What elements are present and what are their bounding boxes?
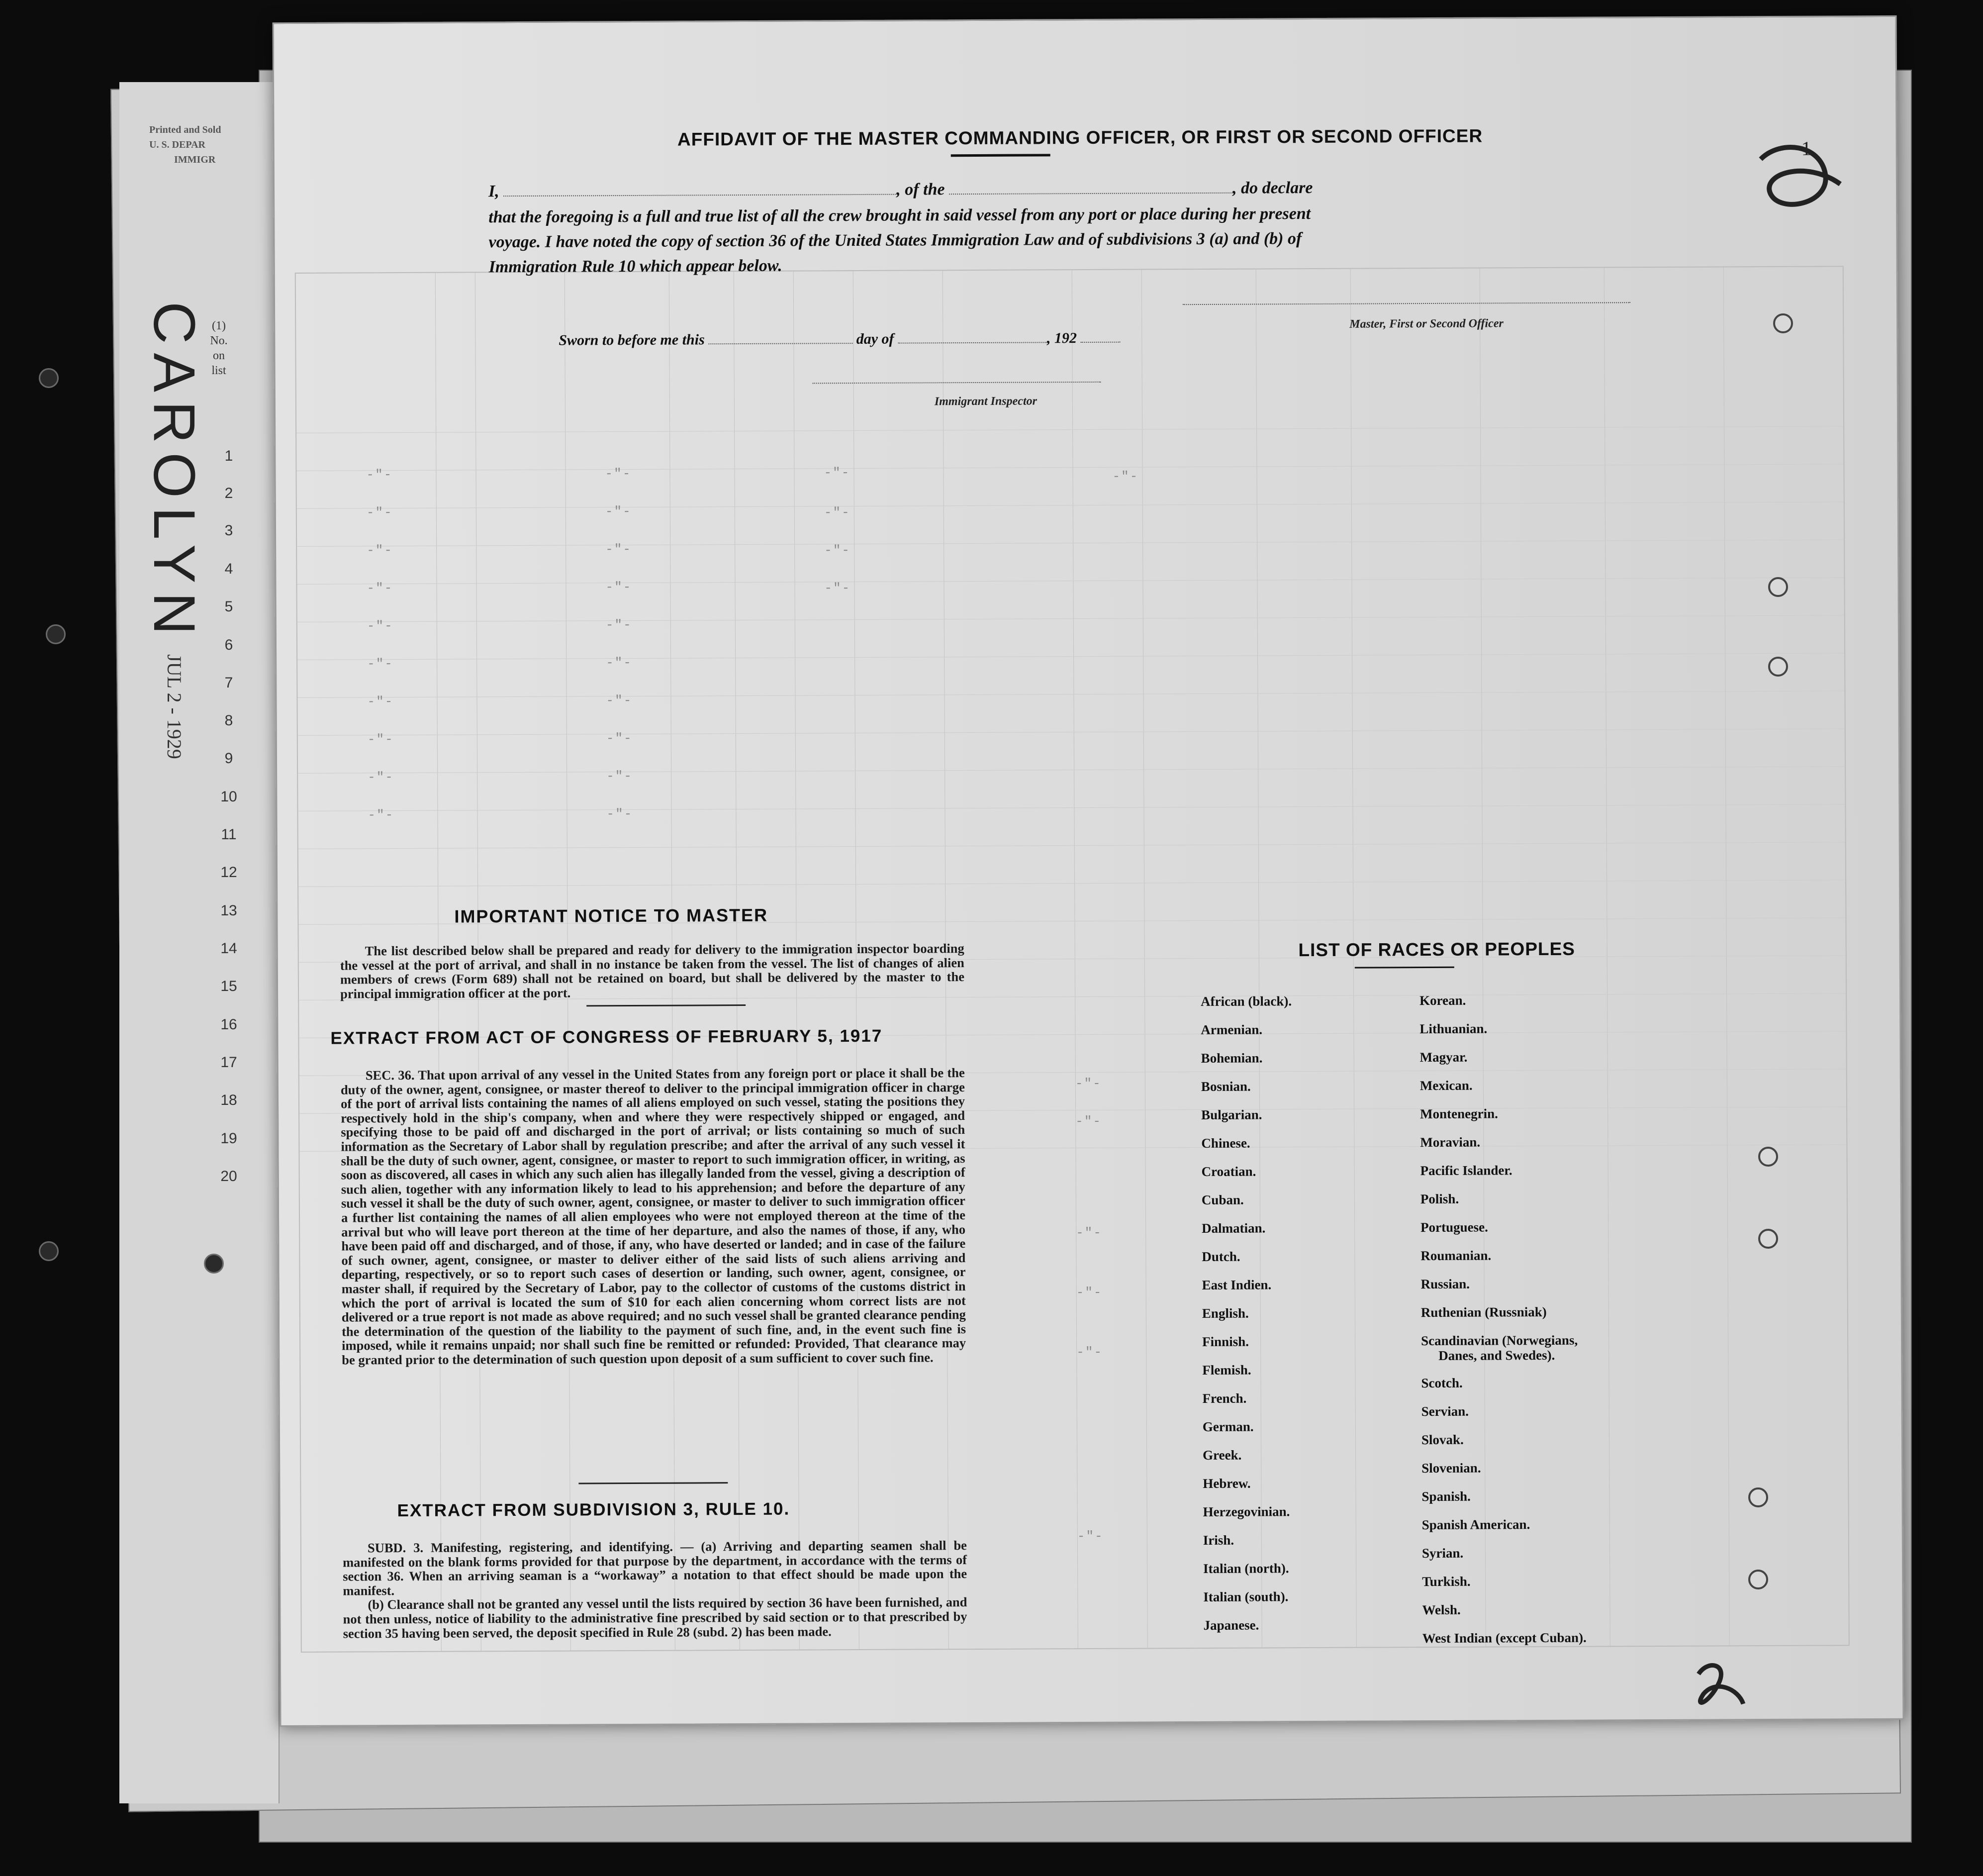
binder-hole-icon — [46, 624, 66, 644]
of-the-label: , of the — [896, 180, 945, 199]
race-item: Chinese. — [1201, 1135, 1250, 1151]
sworn-year-field[interactable] — [1080, 329, 1120, 343]
race-item: West Indian (except Cuban). — [1422, 1630, 1587, 1646]
race-item: Dutch. — [1202, 1249, 1240, 1265]
line-number: 3 — [224, 522, 233, 539]
race-item: Irish. — [1203, 1532, 1234, 1548]
race-item: Armenian. — [1201, 1022, 1263, 1038]
line-number-header — [199, 318, 239, 378]
bureau-imprint: IMMIGR — [174, 154, 216, 165]
line-number: 8 — [224, 712, 233, 729]
vessel-name-field[interactable] — [949, 180, 1232, 195]
binder-hole-icon — [1748, 1487, 1768, 1507]
handwritten-mark-icon — [1689, 1659, 1763, 1714]
line-number: 13 — [220, 902, 237, 919]
binder-hole-icon — [1758, 1229, 1778, 1249]
race-item: Bulgarian. — [1201, 1107, 1262, 1123]
line-number: 19 — [220, 1130, 237, 1147]
line-number: 6 — [224, 637, 233, 653]
affidavit-page — [273, 15, 1904, 1727]
rule-text — [343, 1538, 967, 1641]
race-item: English. — [1202, 1305, 1249, 1321]
race-item: Mexican. — [1419, 1078, 1473, 1093]
race-item: Slovenian. — [1421, 1460, 1481, 1476]
vessel-name: CAROLYN — [141, 301, 207, 644]
race-item: Danes, and Swedes). — [1438, 1347, 1555, 1363]
race-item: Pacific Islander. — [1420, 1163, 1512, 1179]
race-item: African (black). — [1201, 993, 1292, 1009]
act-text — [341, 1066, 966, 1367]
race-item: Magyar. — [1419, 1049, 1468, 1065]
race-item: East Indien. — [1202, 1277, 1272, 1293]
inspector-label: Immigrant Inspector — [934, 395, 1037, 408]
line-number: 11 — [221, 826, 237, 843]
notice-text — [340, 941, 964, 1001]
rule-heading: EXTRACT FROM SUBDIVISION 3, RULE 10. — [397, 1499, 790, 1521]
arrival-date: JUL 2 - 1929 — [163, 654, 186, 759]
year-label: , 192 — [1046, 330, 1077, 347]
race-item: Lithuanian. — [1419, 1021, 1488, 1037]
affidavit-line-2: that the foregoing is a full and true list of all the crew brought in said vessel from any port or place during her present — [488, 204, 1311, 227]
sworn-day-field[interactable] — [708, 330, 852, 344]
race-item: Herzegovinian. — [1203, 1504, 1290, 1520]
binder-hole-icon — [204, 1254, 224, 1274]
sworn-month-field[interactable] — [898, 329, 1047, 343]
line-number: 4 — [224, 561, 233, 577]
arrival-date-stamp — [157, 647, 191, 766]
race-item: Portuguese. — [1420, 1219, 1488, 1235]
act-paragraph: SEC. 36. That upon arrival of any vessel in the United States from any foreign port or place it shall be the duty of the owner, agent, consignee, or master thereof to deliver to the principal immigration officer in charge of the port of arrival lists containing the names of all aliens employed on such vessel, stating the positions they respectively hold in the ship's company, when and where they were respectively shipped or engaged, and specifying those to be paid off and discharged in the port of arrival; or lists containing so much of such information as the Secretary of Labor shall by regulation prescribe; and after the arrival of any such vessel it shall be the duty of such owner, agent, consignee, or master to report to such immigration officer, in writing, as soon as discovered, all cases in which any such alien has illegally landed from the vessel, giving a description of such alien, together with any information likely to lead to his apprehension; and before the departure of any such vessel it shall be the duty of such owner, agent, consignee, or master to deliver to such immigration officer a further list containing the names of all alien employees who were not employed thereon at the time of the arrival but who will leave port thereon at the time of her departure, and also the names of those, if any, who have been paid off and discharged, and of those, if any, who have deserted or landed; and in case of the failure of such owner, agent, consignee, or master to deliver either of the said lists of such aliens arriving and departing, respectively, or so to report such cases of desertion or landing, such owner, agent, consignee, or master shall, if required by the Secretary of Labor, pay to the collector of customs of the customs district in which the port of arrival is located the sum of $10 for each alien concerning whom correct lists are not delivered or a true report is not made as above required; and no such vessel shall be granted clearance pending the determination of the question of the liability to the payment of such fine, and, in the event such fine is imposed, while it remains unpaid; nor shall such fine be remitted or refunded: Provided, That clearance may be granted prior to the determination of such question upon deposit of a sum sufficient to cover such fine. — [340, 1065, 966, 1368]
printer-imprint: Printed and Sold — [149, 124, 221, 135]
line-number: 14 — [220, 940, 237, 957]
master-signature-field[interactable] — [1183, 289, 1630, 305]
header-part: (1) — [212, 319, 226, 332]
race-item: Finnish. — [1202, 1334, 1249, 1350]
title-underline — [951, 154, 1050, 157]
declarant-name-field[interactable] — [503, 181, 896, 197]
race-item: Montenegrin. — [1420, 1106, 1498, 1122]
binder-hole-icon — [1748, 1570, 1768, 1589]
affidavit-line-4: Immigration Rule 10 which appear below. — [488, 256, 782, 277]
race-item: Ruthenian (Russniak) — [1420, 1304, 1547, 1320]
crew-list-grid: -"- -"- -"- -"- -"- -"- -"- -"- -"- -"- -"- -"- -"- -"- -"- -"- -"- -"- -"- -"- -"- -"- -"- -"- -"- -"- -"- -"- -"- -"- -"- — [295, 266, 1850, 1653]
race-item: Cuban. — [1201, 1192, 1244, 1208]
race-item: Hebrew. — [1203, 1476, 1251, 1491]
act-heading: EXTRACT FROM ACT OF CONGRESS OF FEBRUARY 5, 1917 — [330, 1026, 883, 1048]
page-number: 1 — [1801, 137, 1811, 160]
race-item: Bohemian. — [1201, 1050, 1263, 1066]
affidavit-line-3: voyage. I have noted the copy of section 36 of the United States Immigration Law and of subdivisions 3 (a) and (b) of — [488, 229, 1302, 252]
declarant-label: I, — [488, 182, 499, 201]
day-of-label: day of — [856, 330, 894, 348]
race-item: Korean. — [1419, 992, 1466, 1008]
race-item: Spanish. — [1421, 1488, 1471, 1504]
line-number: 18 — [220, 1092, 237, 1108]
race-item: German. — [1202, 1419, 1254, 1435]
inspector-signature-field[interactable] — [813, 369, 1101, 384]
race-item: Roumanian. — [1420, 1248, 1492, 1264]
race-item: Scandinavian (Norwegians, — [1421, 1332, 1578, 1349]
department-imprint: U. S. DEPAR — [149, 139, 205, 150]
binder-hole-icon — [39, 1241, 59, 1261]
race-item: Scotch. — [1421, 1375, 1463, 1391]
line-number: 5 — [224, 598, 233, 615]
rule-paragraph-a: SUBD. 3. Manifesting, registering, and identifying. — (a) Arriving and departing seamen shall be manifested on the blank forms provided for that purpose by the department, in accordance with the terms of section 36. When an arriving seaman is a “workaway” a notation to that effect should be made upon the manifest. — [342, 1538, 967, 1598]
race-item: Italian (north). — [1203, 1561, 1289, 1577]
notice-paragraph: The list described below shall be prepared and ready for delivery to the immigration inspector boarding the vessel at the port of arrival, and shall in no instance be taken from the vessel. The list of changes of alien members of crews (Form 689) shall not be retained on board, but shall be delivered by the master to the principal immigration officer at the port. — [340, 941, 964, 1001]
binder-hole-icon — [1758, 1147, 1778, 1167]
handwritten-scribble-icon — [1751, 139, 1850, 239]
races-heading: LIST OF RACES OR PEOPLES — [1298, 938, 1575, 961]
race-item: Dalmatian. — [1202, 1220, 1266, 1236]
race-item: Bosnian. — [1201, 1079, 1251, 1094]
race-item: Italian (south). — [1203, 1589, 1289, 1605]
race-item: Polish. — [1420, 1191, 1459, 1207]
line-number: 16 — [220, 1016, 237, 1033]
race-item: Turkish. — [1422, 1574, 1471, 1589]
race-item: French. — [1202, 1390, 1247, 1406]
binder-hole-icon — [1768, 657, 1788, 677]
sworn-label: Sworn to before me this — [559, 331, 705, 349]
race-item: Greek. — [1203, 1447, 1242, 1463]
line-number: 17 — [220, 1054, 237, 1071]
race-item: Syrian. — [1421, 1545, 1464, 1561]
line-number: 7 — [224, 675, 233, 691]
race-item: Servian. — [1421, 1403, 1469, 1419]
header-part: on — [213, 349, 225, 362]
affidavit-title: AFFIDAVIT OF THE MASTER COMMANDING OFFICER, OR FIRST OR SECOND OFFICER — [677, 125, 1483, 150]
header-part: list — [211, 364, 226, 377]
sworn-line — [559, 329, 1120, 349]
vessel-name-handwritten — [141, 301, 207, 644]
binder-hole-icon — [1768, 577, 1788, 597]
notice-heading: IMPORTANT NOTICE TO MASTER — [454, 904, 768, 927]
header-part: No. — [210, 334, 228, 347]
line-number: 2 — [224, 485, 233, 501]
rule-paragraph-b: (b) Clearance shall not be granted any vessel until the lists required by section 36 have been furnished, and not then unless, notice of liability to the administrative fine prescribed by said section or to that prescribed by section 35 having been served, the deposit specified in Rule 28 (subd. 2) has been made. — [343, 1594, 967, 1641]
line-number: 10 — [220, 789, 237, 805]
race-item: Spanish American. — [1421, 1517, 1530, 1533]
declare-label: , do declare — [1232, 179, 1313, 197]
race-item: Slovak. — [1421, 1432, 1464, 1448]
line-number: 15 — [220, 978, 237, 994]
race-item: Welsh. — [1422, 1602, 1461, 1618]
race-item: Flemish. — [1202, 1362, 1251, 1378]
line-number: 9 — [224, 750, 233, 767]
race-item: Japanese. — [1203, 1617, 1259, 1633]
race-item: Croatian. — [1201, 1164, 1256, 1180]
affidavit-line-1 — [488, 179, 1313, 201]
binder-hole-icon — [1773, 313, 1793, 333]
binder-hole-icon — [39, 368, 59, 388]
line-number: 20 — [220, 1168, 237, 1185]
line-number: 12 — [220, 864, 237, 881]
line-number: 1 — [224, 448, 233, 464]
master-signature-label: Master, First or Second Officer — [1349, 317, 1504, 331]
race-item: Russian. — [1420, 1276, 1470, 1292]
race-item: Moravian. — [1420, 1134, 1481, 1150]
